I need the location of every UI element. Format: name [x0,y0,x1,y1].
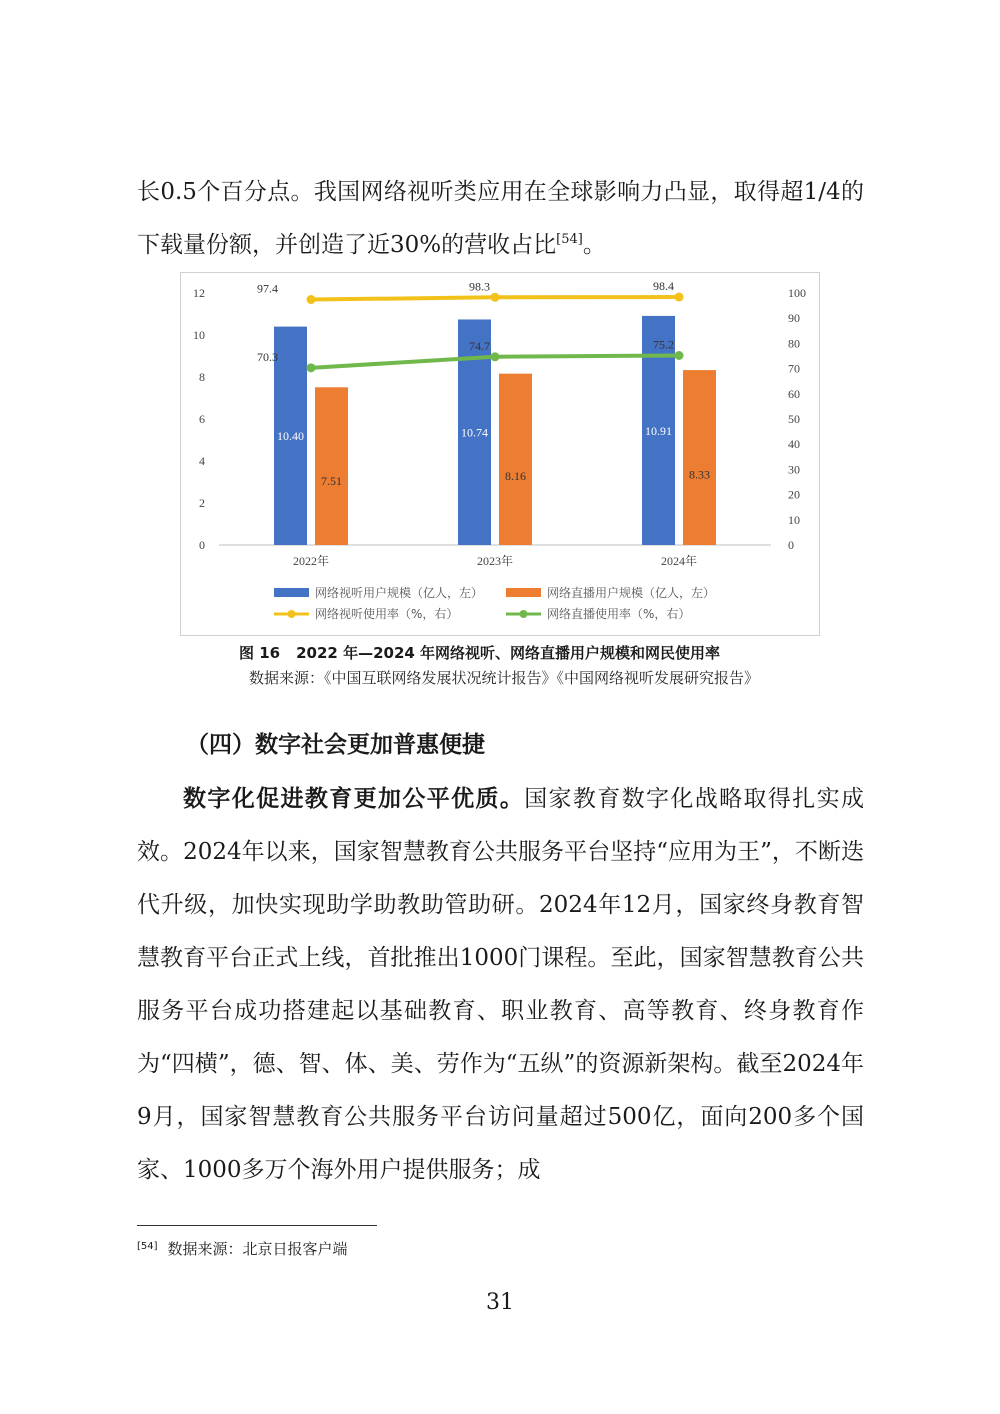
y-right-tick-label: 100 [788,286,806,300]
figure-caption [239,642,720,663]
bar-data-label: 8.16 [505,468,526,483]
y-left-tick-label: 6 [199,412,205,426]
bar-data-label: 7.51 [321,474,342,489]
footnote [137,1238,348,1259]
line-data-label: 75.2 [653,337,674,352]
y-left-tick-label: 12 [193,286,205,300]
x-tick-label: 2023年 [476,554,514,568]
legend-label: 网络直播使用率（%，右） [547,607,691,621]
line-point [491,352,500,361]
footnote-text: 数据来源：北京日报客户端 [167,1240,348,1258]
paragraph-1 [137,166,864,272]
y-right-tick-label: 30 [788,462,800,477]
line-point [675,293,684,302]
y-right-tick-label: 60 [788,386,800,401]
y-right-tick-label: 40 [788,437,800,452]
line-data-label: 97.4 [257,281,278,296]
figure-number: 图 16 [239,644,281,662]
paragraph-1-tail: 。 [582,232,606,258]
bar [683,370,716,545]
line-data-label: 98.3 [469,279,490,294]
x-tick-label: 2024年 [660,554,698,568]
figure-source: 数据来源：《中国互联网络发展状况统计报告》《中国网络视听发展研究报告》 [249,669,760,687]
legend-label: 网络视听用户规模（亿人，左） [315,586,484,600]
y-right-tick-label: 70 [788,361,800,376]
legend-swatch [274,588,309,597]
y-left-tick-label: 10 [193,328,205,342]
bar-data-label: 8.33 [689,467,710,482]
legend-label: 网络视听使用率（%，右） [315,607,459,621]
y-right-tick-label: 90 [788,311,800,326]
paragraph-1-text: 长0.5个百分点。我国网络视听类应用在全球影响力凸显，取得超1/4的下载量份额，并创造了近30%的营收占比 [137,179,864,258]
paragraph-2-lead: 数字化促进教育更加公平优质。 [183,785,525,812]
line-data-label: 74.7 [469,338,490,353]
legend-swatch [506,588,541,597]
legend-marker [520,610,528,618]
bar-data-label: 10.74 [461,425,488,440]
y-right-tick-label: 80 [788,336,800,351]
y-left-tick-label: 2 [199,496,205,510]
y-left-tick-label: 4 [199,454,205,468]
chart [181,273,819,635]
y-right-tick-label: 50 [788,412,800,426]
y-left-tick-label: 0 [199,538,205,552]
y-right-tick-label: 20 [788,487,800,502]
bar [499,374,532,545]
y-right-tick-label: 0 [788,538,794,552]
line-point [307,363,316,372]
section-heading: （四）数字社会更加普惠便捷 [186,732,485,758]
bar-data-label: 10.91 [645,424,672,439]
paragraph-2-text: 国家教育数字化战略取得扎实成效。2024年以来，国家智慧教育公共服务平台坚持“应用为王”，不断迭代升级，加快实现助学助教助管助研。2024年12月，国家终身教育智慧教育平台正式上线，首批推出1000门课程。至此，国家智慧教育公共服务平台成功搭建起以基础教育、职业教育、高等教育、终身教育作为“四横”，德、智、体、美、劳作为“五纵”的资源新架构。截至2024年9月，国家智慧教育公共服务平台访问量超过500亿，面向200多个国家、1000多万个海外用户提供服务；成 [137,786,865,1183]
chart-frame [180,272,820,636]
paragraph-2 [137,772,864,1197]
bar [315,387,348,545]
legend-marker [288,610,296,618]
footnote-mark: [54] [137,1241,158,1252]
x-tick-label: 2022年 [292,554,330,568]
legend-label: 网络直播用户规模（亿人，左） [547,586,716,600]
line-point [307,295,316,304]
footnote-reference[interactable]: [54] [556,232,583,247]
line-data-label: 98.4 [653,279,674,294]
footnote-divider [137,1225,377,1226]
line-point [675,351,684,360]
bar-data-label: 10.40 [277,429,304,444]
line-data-label: 70.3 [257,349,278,364]
line-point [491,293,500,302]
y-left-tick-label: 8 [199,370,205,384]
y-right-tick-label: 10 [788,512,800,527]
figure-title: 2022 年—2024 年网络视听、网络直播用户规模和网民使用率 [296,644,721,662]
page-number: 31 [486,1290,514,1315]
